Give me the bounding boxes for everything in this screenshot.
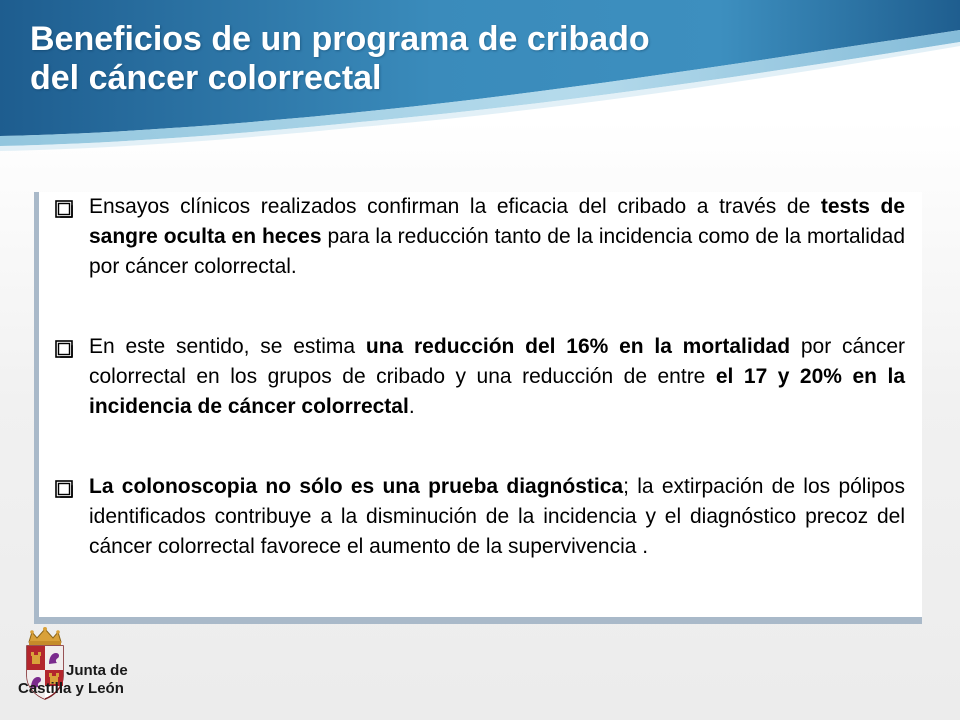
- bullet-text-part: En este sentido, se estima: [89, 335, 366, 358]
- slide-title-line-2: del cáncer colorrectal: [30, 59, 382, 97]
- logo-text-line-2: Castilla y León: [18, 680, 124, 697]
- bullet-text: [89, 332, 905, 422]
- bullet-text: [89, 192, 905, 282]
- checkbox-icon: [55, 480, 73, 498]
- bullet-item: [55, 472, 905, 562]
- slide-title: [30, 20, 790, 98]
- bullet-text-part: para la reducción tanto de la incidencia como de la mortalidad por cáncer colorrectal.: [89, 225, 906, 278]
- bullet-text-bold: una reducción del 16% en la mortalidad: [365, 335, 791, 358]
- bullet-text-part: .: [408, 395, 415, 418]
- slide-title-line-1: Beneficios de un programa de cribado: [30, 20, 650, 58]
- bullet-text-part: por cáncer colorrectal en los grupos de cribado y una reducción de entre: [89, 335, 905, 388]
- junta-logo: [18, 624, 148, 714]
- bullet-text-bold: tests de sangre oculta en heces: [89, 195, 905, 248]
- bullet-item: [55, 332, 905, 422]
- bullet-text: [89, 472, 905, 562]
- checkbox-icon: [55, 200, 73, 218]
- bullet-text-bold: La colonoscopia no sólo es una prueba diagnóstica: [89, 475, 624, 498]
- logo-text-line-1: Junta de: [66, 662, 128, 679]
- bullet-item: [55, 192, 905, 282]
- bullet-text-part: Ensayos clínicos realizados confirman la eficacia del cribado a través de: [89, 195, 821, 218]
- bullet-text-bold: el 17 y 20% en la incidencia de cáncer colorrectal: [89, 365, 905, 418]
- content-box: [34, 192, 922, 624]
- bullet-text-part: ; la extirpación de los pólipos identificados contribuye a la disminución de la incidencia y el diagnóstico precoz del cáncer colorrectal favorece el aumento de la supervivencia .: [89, 475, 905, 558]
- checkbox-icon: [55, 340, 73, 358]
